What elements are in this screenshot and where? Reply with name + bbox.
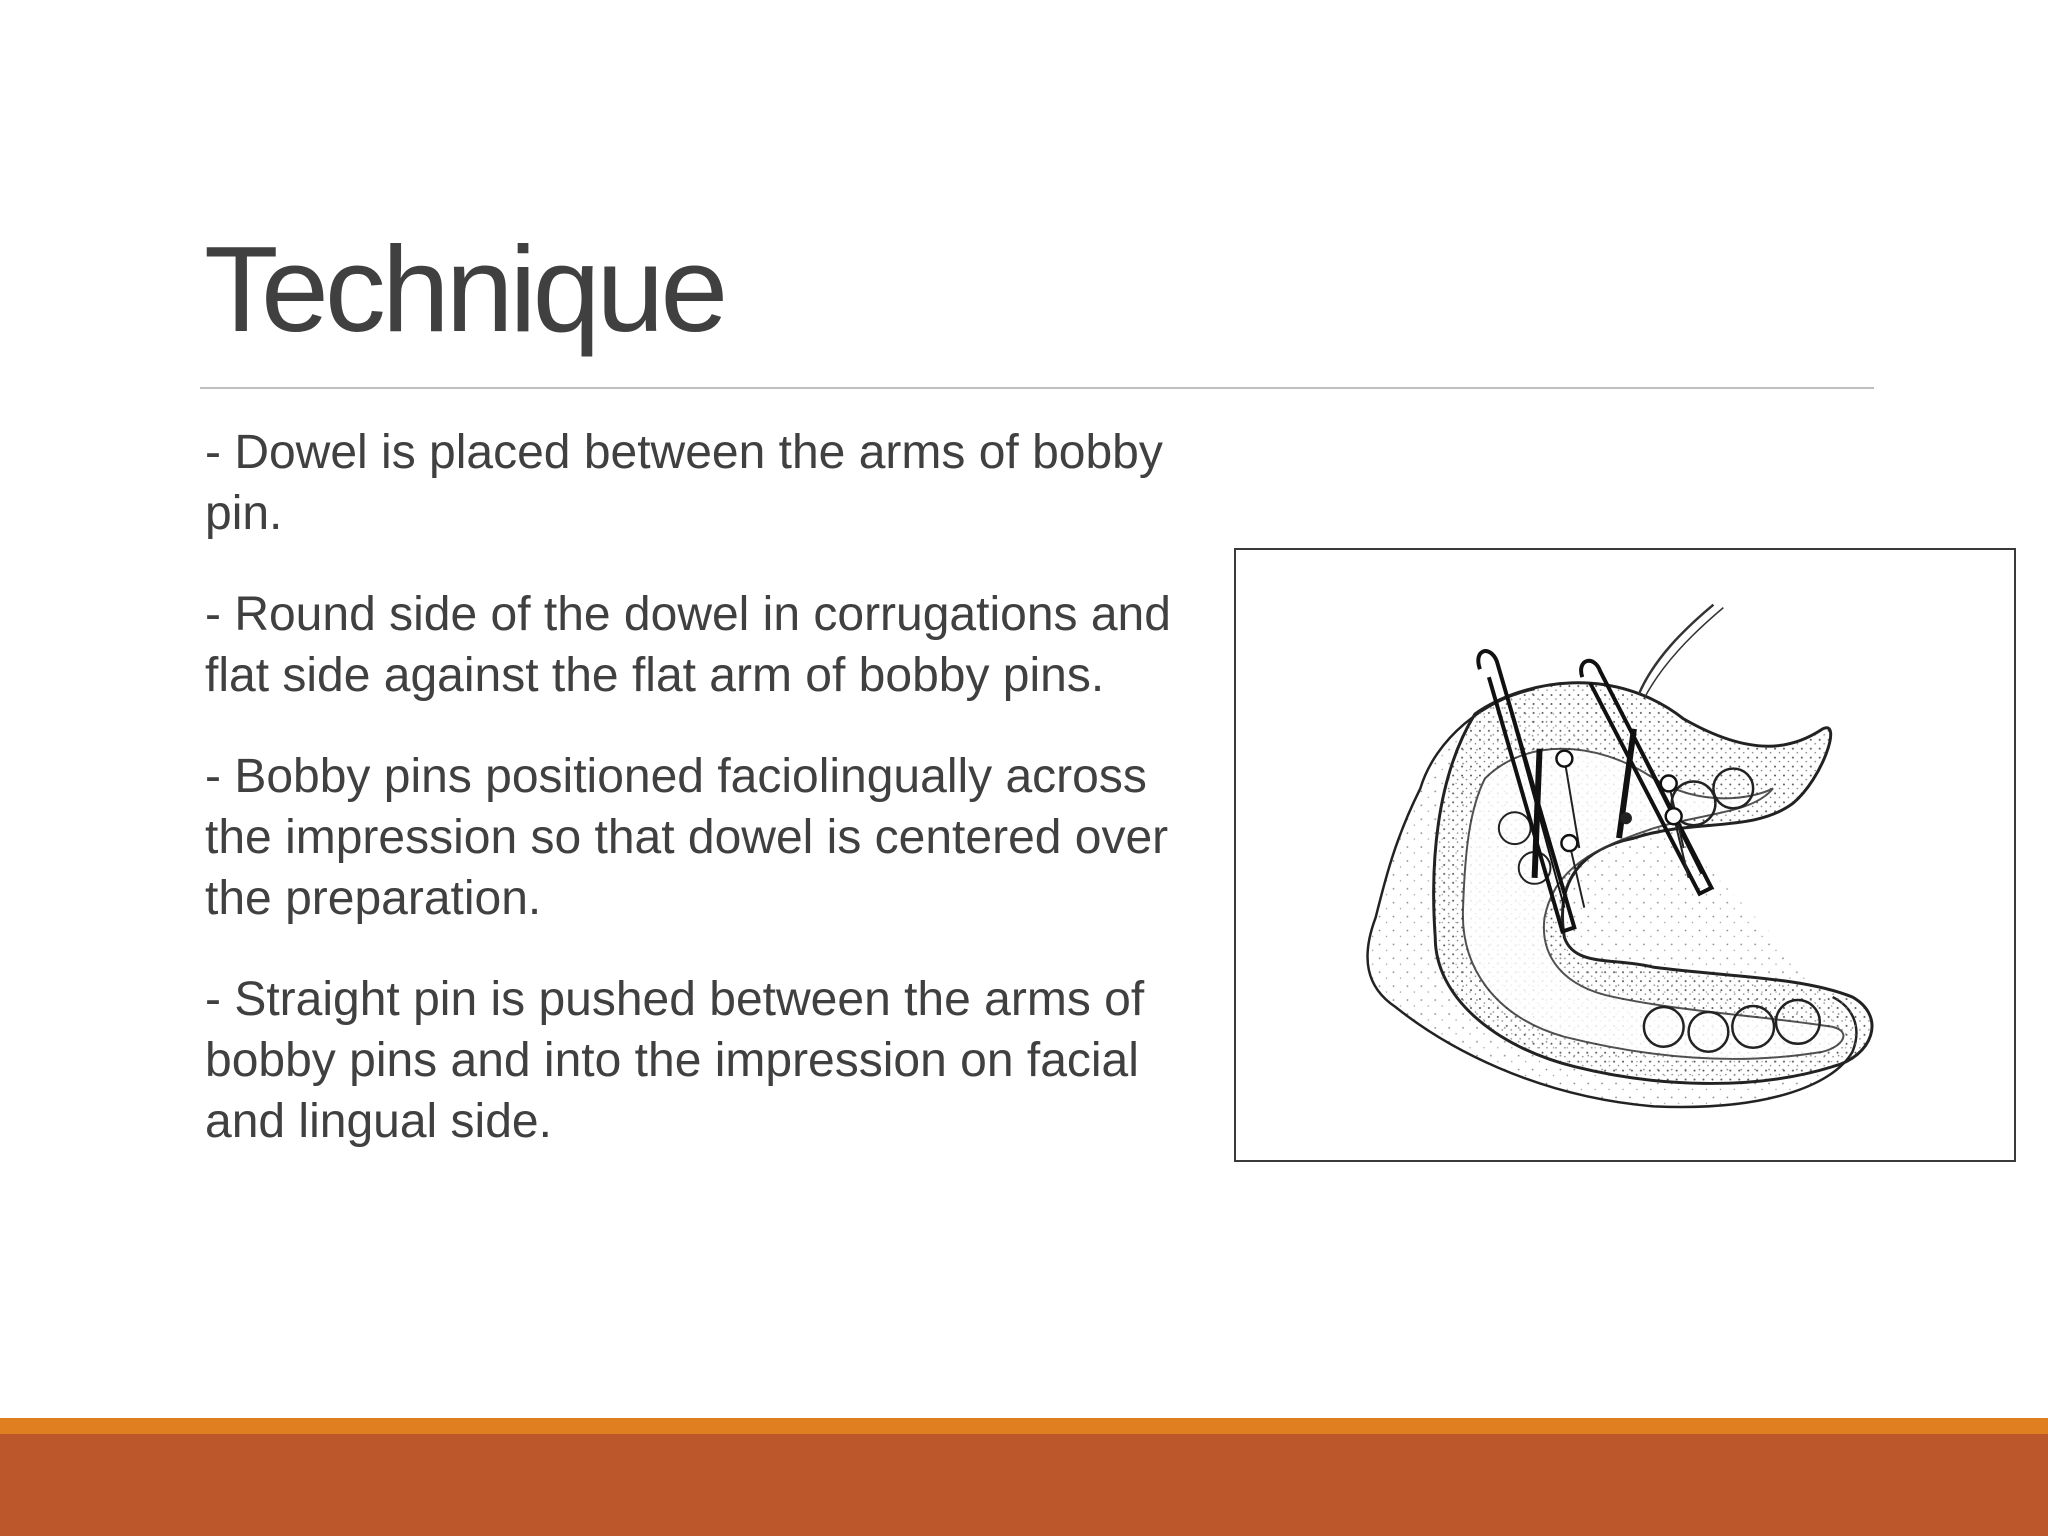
bullet-item: - Round side of the dowel in corrugations and flat side against the flat arm of bobby pins. bbox=[205, 588, 1171, 702]
bullet-list bbox=[205, 422, 1195, 1192]
figure-frame bbox=[1234, 548, 2016, 1162]
bullet-item: - Straight pin is pushed between the arms of bobby pins and into the impression on facial and lingual side. bbox=[205, 973, 1145, 1148]
bullet-item: - Dowel is placed between the arms of bobby pin. bbox=[205, 426, 1163, 540]
footer-bar bbox=[0, 1434, 2048, 1536]
dental-impression-illustration-icon bbox=[1236, 550, 2014, 1160]
footer-accent-stripe bbox=[0, 1418, 2048, 1434]
title-divider bbox=[200, 387, 1874, 389]
bullet-item: - Bobby pins positioned faciolingually across the impression so that dowel is centered over the preparation. bbox=[205, 750, 1169, 925]
slide-title: Technique bbox=[204, 221, 725, 357]
